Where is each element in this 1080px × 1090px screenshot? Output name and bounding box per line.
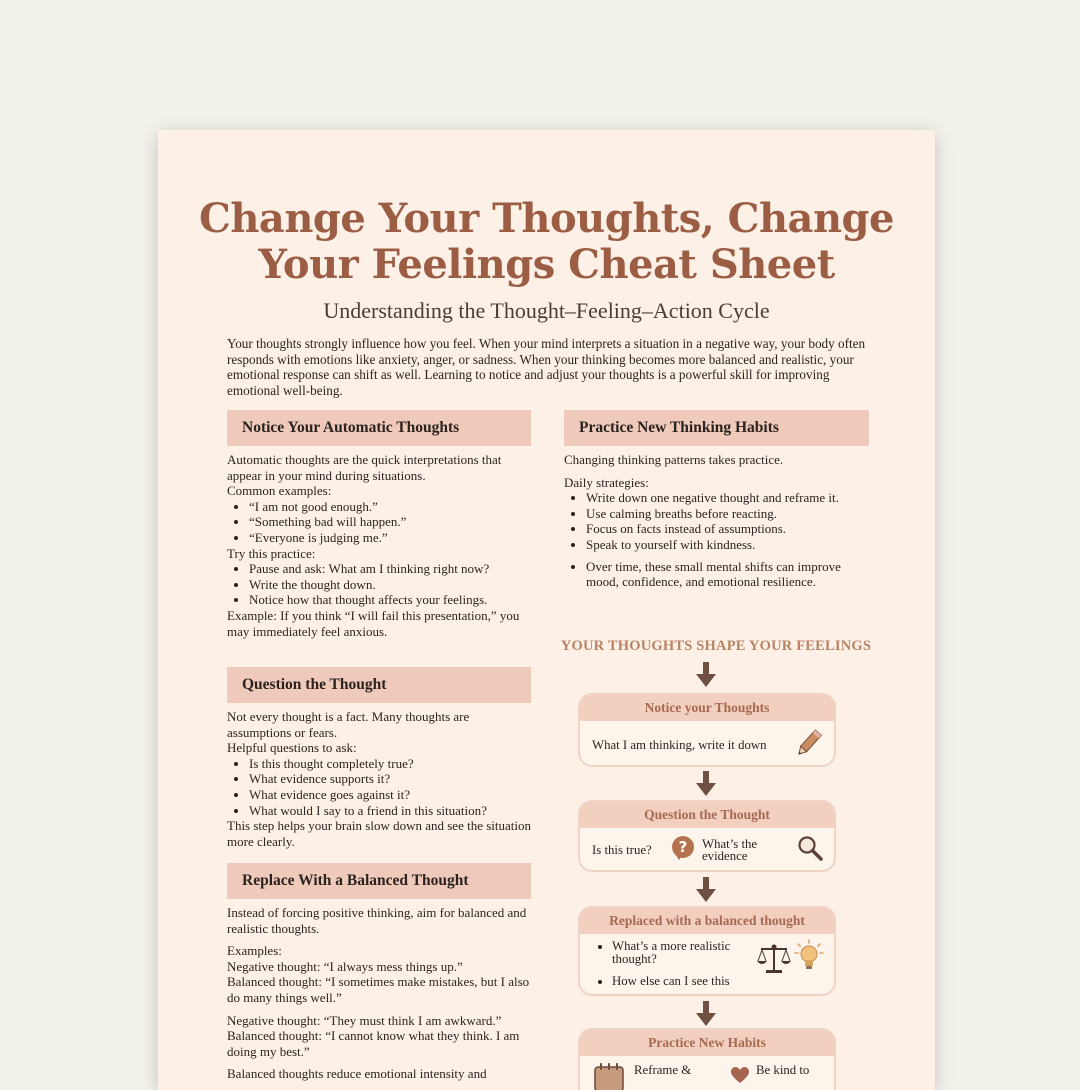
strategies-list [564, 490, 869, 552]
list-item: • “I am not good enough.” [249, 499, 531, 515]
section-heading: Notice Your Automatic Thoughts [227, 410, 531, 446]
cycle-card-notice [578, 693, 836, 767]
list-item: • How else can I see this [612, 975, 762, 988]
list-item: • Use calming breaths before reacting. [586, 506, 869, 522]
card-text: Is this true? [592, 843, 652, 857]
list-item: • What would I say to a friend in this situation? [249, 803, 531, 819]
page-subtitle: Understanding the Thought–Feeling–Action Cycle [323, 298, 770, 323]
arrow-down-icon [695, 1001, 717, 1027]
list-item: • Speak to yourself with kindness. [586, 537, 869, 553]
list-item: • What evidence supports it? [249, 771, 531, 787]
arrow-down-icon [695, 877, 717, 903]
cycle-card-balanced [578, 906, 836, 996]
arrow-down-icon [695, 662, 717, 688]
section-heading: Replace With a Balanced Thought [227, 863, 531, 899]
examples-list [227, 499, 531, 546]
list-item: • “Something bad will happen.” [249, 514, 531, 530]
section-notice [227, 410, 531, 639]
section-question [227, 667, 531, 849]
intro-paragraph: Your thoughts strongly influence how you feel. When your mind interprets a situation in a negative way, your body often responds with emotions like anxiety, anger, or sadness. When your thinking becomes more balanced and realistic, your emotional response can shift as well. Learning to notice and adjust your thoughts is a powerful skill for improving emotional well-being. [227, 336, 866, 399]
card-text: What’s the evidence [702, 837, 758, 863]
section-replace [227, 863, 531, 1082]
section-heading: Practice New Thinking Habits [564, 410, 869, 446]
pencil-icon [794, 727, 824, 759]
notepad-icon [592, 1062, 628, 1090]
list-item: • Over time, these small mental shifts can improve mood, confidence, and emotional resilience. [586, 559, 869, 590]
list-item: • Focus on facts instead of assumptions. [586, 521, 869, 537]
card-text: What I am thinking, write it down [592, 738, 767, 752]
practice-list [227, 561, 531, 608]
list-item: • Write down one negative thought and reframe it. [586, 490, 869, 506]
section-body: Instead of forcing positive thinking, aim for balanced and realistic thoughts. Examples: Negative thought: “I always mess things up.” Balanced thought: “I sometimes make mistakes, but I also do many things well.” Negative thought: “They must think I am awkward.” Balanced thought: “I cannot know what they think. I am doing my best.” Balanced thoughts reduce emotional intensity and [227, 905, 530, 1082]
card-heading: Practice New Habits [580, 1030, 834, 1056]
list-item: • “Everyone is judging me.” [249, 530, 531, 546]
questions-list [227, 756, 531, 818]
list-item: • What’s a more realistic thought? [612, 940, 762, 966]
section-habits [564, 410, 869, 590]
section-body: Not every thought is a fact. Many thoughts are assumptions or fears. Helpful questions to ask: • Is this thought completely true? • What evidence supports it? • What evidence goes against it? • What would I say to a friend in this situation? This step helps your brain slow down and see the situation more clearly. [227, 709, 531, 849]
list-item: • Write the thought down. [249, 577, 531, 593]
closing-list [564, 559, 869, 590]
cycle-card-question [578, 800, 836, 872]
cycle-title: YOUR THOUGHTS SHAPE YOUR FEELINGS [560, 638, 872, 654]
page-title: Change Your Thoughts, Change Your Feelings Cheat Sheet [199, 195, 894, 288]
card-heading: Notice your Thoughts [580, 695, 834, 721]
list-item: • Notice how that thought affects your feelings. [249, 592, 531, 608]
arrow-down-icon [695, 771, 717, 797]
cycle-card-habits [578, 1028, 836, 1090]
section-heading: Question the Thought [227, 667, 531, 703]
scales-icon [756, 943, 792, 975]
card-text: Be kind to [756, 1063, 810, 1077]
heart-icon [730, 1066, 750, 1084]
card-heading: Replaced with a balanced thought [580, 908, 834, 934]
worksheet-page [158, 130, 935, 1090]
list-item: • Is this thought completely true? [249, 756, 531, 772]
list-item: • Pause and ask: What am I thinking right now? [249, 561, 531, 577]
magnifier-icon [796, 834, 824, 862]
lightbulb-icon [794, 939, 824, 973]
svg-text:?: ? [678, 838, 688, 856]
card-heading: Question the Thought [580, 802, 834, 828]
section-body: Automatic thoughts are the quick interpretations that appear in your mind during situations. Common examples: • “I am not good enough.” • “Something bad will happen.” • “Everyone is judging me.” Try this practice: • Pause and ask: What am I thinking right now? • Write the thought down. • Notice how that thought affects your feelings. Example: If you think “I will fail this presentation,” you may immediately feel anxious. [227, 452, 531, 639]
section-body: Changing thinking patterns takes practice. Daily strategies: • Write down one negative thought and reframe it. • Use calming breaths before reacting. • Focus on facts instead of assumptions. • Speak to yourself with kindness. • Over time, these small mental shifts can improve mood, confidence, and emotional resilience. [564, 452, 869, 590]
list-item: • What evidence goes against it? [249, 787, 531, 803]
balanced-list [592, 940, 762, 988]
question-icon [670, 835, 696, 861]
card-text: Reframe & [634, 1063, 692, 1077]
